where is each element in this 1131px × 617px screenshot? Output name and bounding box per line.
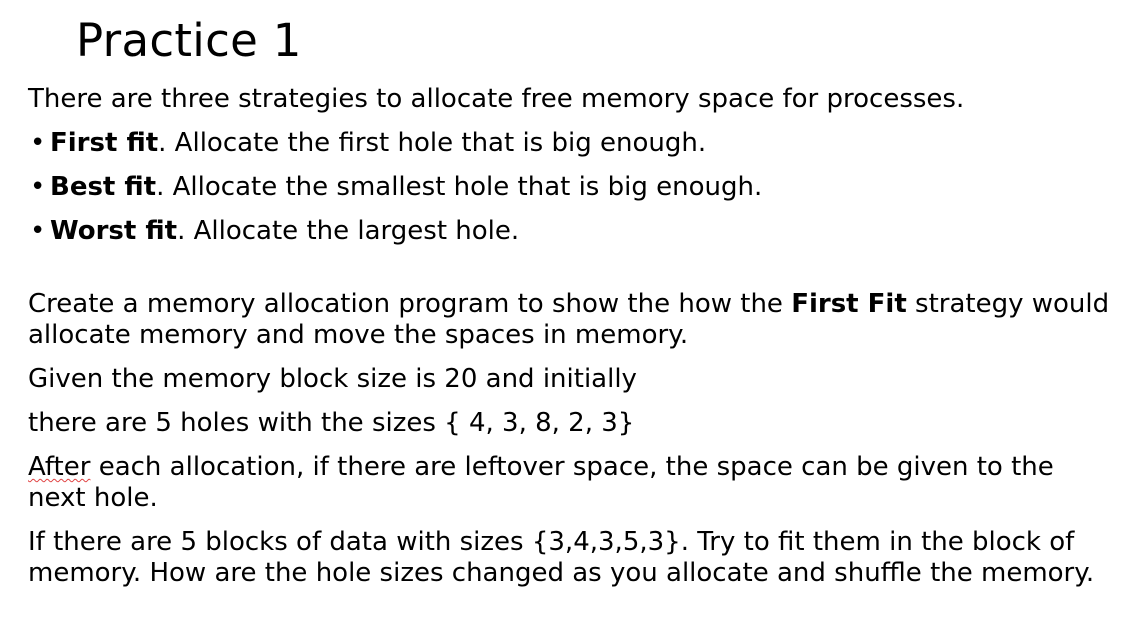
strategy-term: Best fit	[50, 172, 157, 202]
spellcheck-flagged-word[interactable]: After	[28, 452, 91, 482]
slide-body	[28, 84, 1118, 602]
strategy-term: Worst fit	[50, 216, 178, 246]
block-size-text: Given the memory block size is 20 and initially	[28, 364, 637, 394]
list-item	[28, 172, 1118, 203]
task-text-start: Create a memory allocation program to show the how the	[28, 289, 792, 319]
strategy-description: . Allocate the first hole that is big enough.	[158, 128, 707, 158]
intro-text: There are three strategies to allocate free memory space for processes.	[28, 84, 965, 114]
task-strategy-name: First Fit	[791, 289, 907, 319]
task-paragraph	[28, 289, 1118, 351]
task-text-end: strategy would allocate memory and move the spaces in memory.	[28, 289, 1110, 350]
leftover-text: each allocation, if there are leftover space, the space can be given to the next hole.	[28, 452, 1054, 513]
bullet-icon: •	[30, 216, 46, 246]
slide-title: Practice 1	[76, 14, 302, 67]
bullet-icon: •	[30, 172, 46, 202]
spacer	[28, 260, 1118, 289]
list-item	[28, 128, 1118, 159]
strategy-list	[28, 128, 1118, 247]
strategy-description: . Allocate the smallest hole that is big enough.	[156, 172, 763, 202]
hole-sizes-text: there are 5 holes with the sizes { 4, 3, 8, 2, 3}	[28, 408, 635, 438]
leftover-paragraph	[28, 452, 1118, 514]
strategy-term: First fit	[50, 128, 159, 158]
bullet-icon: •	[30, 128, 46, 158]
strategy-description: . Allocate the largest hole.	[177, 216, 520, 246]
question-paragraph: If there are 5 blocks of data with sizes {3,4,3,5,3}. Try to fit them in the block of memory. How are the hole sizes changed as you allocate and shuffle the memory.	[28, 527, 1095, 588]
list-item	[28, 216, 1118, 247]
